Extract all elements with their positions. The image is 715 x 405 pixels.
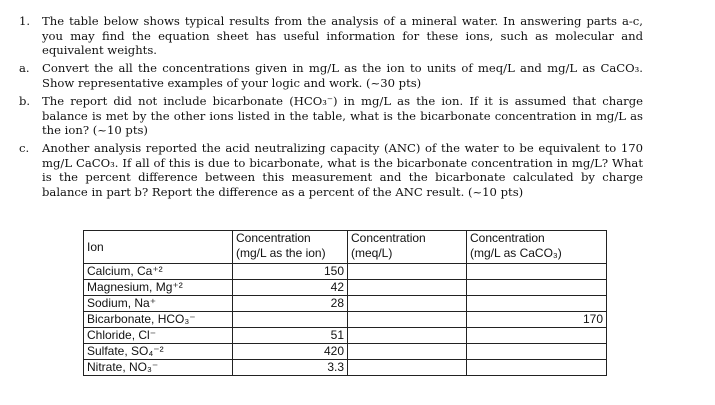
meq-cell xyxy=(348,360,467,376)
mg-ion-cell: 150 xyxy=(233,264,348,280)
ion-cell: Calcium, Ca⁺² xyxy=(84,264,233,280)
question-a-marker: a. xyxy=(19,61,30,75)
header-meq-line2: (meq/L) xyxy=(351,246,393,260)
header-mg-caco3 xyxy=(467,231,607,264)
question-b-marker: b. xyxy=(19,94,31,108)
table-row xyxy=(84,312,607,328)
meq-cell xyxy=(348,328,467,344)
table-row xyxy=(84,296,607,312)
table-row xyxy=(84,280,607,296)
table-row xyxy=(84,264,607,280)
ion-cell: Chloride, Cl⁻ xyxy=(84,328,233,344)
meq-cell xyxy=(348,344,467,360)
meq-cell xyxy=(348,280,467,296)
header-mg-ion-line1: Concentration xyxy=(236,231,311,245)
question-a-text: Convert the all the concentrations given in mg/L as the ion to units of meq/L and mg/L as CaCO₃. Show representative examples of your logic and work. (~30 pts) xyxy=(42,61,643,90)
header-mg-caco3-line1: Concentration xyxy=(470,231,545,245)
ion-cell: Sodium, Na⁺ xyxy=(84,296,233,312)
table-header-row xyxy=(84,231,607,264)
table-row xyxy=(84,344,607,360)
mg-caco3-cell xyxy=(467,280,607,296)
ion-cell: Nitrate, NO₃⁻ xyxy=(84,360,233,376)
mg-ion-cell: 28 xyxy=(233,296,348,312)
mg-ion-cell xyxy=(233,312,348,328)
mg-caco3-cell xyxy=(467,344,607,360)
ion-cell: Magnesium, Mg⁺² xyxy=(84,280,233,296)
mg-ion-cell: 3.3 xyxy=(233,360,348,376)
question-b-text: The report did not include bicarbonate (HCO₃⁻) in mg/L as the ion. If it is assumed that charge balance is met by the other ions listed in the table, what is the bicarbonate concentration in mg/L as the ion? (~10 pts) xyxy=(42,94,643,138)
header-meq-line1: Concentration xyxy=(351,231,426,245)
meq-cell xyxy=(348,312,467,328)
question-1-marker: 1. xyxy=(19,14,31,28)
table-row xyxy=(84,360,607,376)
ion-concentration-table xyxy=(83,230,607,376)
meq-cell xyxy=(348,296,467,312)
mg-caco3-cell xyxy=(467,328,607,344)
question-c-marker: c. xyxy=(19,141,30,155)
meq-cell xyxy=(348,264,467,280)
header-mg-ion-line2: (mg/L as the ion) xyxy=(236,246,326,260)
mg-caco3-cell: 170 xyxy=(467,312,607,328)
mg-ion-cell: 51 xyxy=(233,328,348,344)
question-c-text: Another analysis reported the acid neutralizing capacity (ANC) of the water to be equivalent to 170 mg/L CaCO₃. If all of this is due to bicarbonate, what is the bicarbonate concentration in mg/L? What is the percent difference between this measurement and the bicarbonate calculated by charge balance in part b? Report the difference as a percent of the ANC result. (~10 pts) xyxy=(42,141,643,199)
header-mg-caco3-line2: (mg/L as CaCO₃) xyxy=(470,246,562,260)
header-meq xyxy=(348,231,467,264)
mg-ion-cell: 420 xyxy=(233,344,348,360)
ion-cell: Bicarbonate, HCO₃⁻ xyxy=(84,312,233,328)
mg-caco3-cell xyxy=(467,360,607,376)
table-row xyxy=(84,328,607,344)
question-1-text: The table below shows typical results from the analysis of a mineral water. In answering parts a-c, you may find the equation sheet has useful information for these ions, such as molecular and equivalent weights. xyxy=(42,14,643,58)
mg-ion-cell: 42 xyxy=(233,280,348,296)
mg-caco3-cell xyxy=(467,264,607,280)
header-ion: Ion xyxy=(84,231,233,264)
mg-caco3-cell xyxy=(467,296,607,312)
ion-cell: Sulfate, SO₄⁻² xyxy=(84,344,233,360)
header-mg-ion xyxy=(233,231,348,264)
